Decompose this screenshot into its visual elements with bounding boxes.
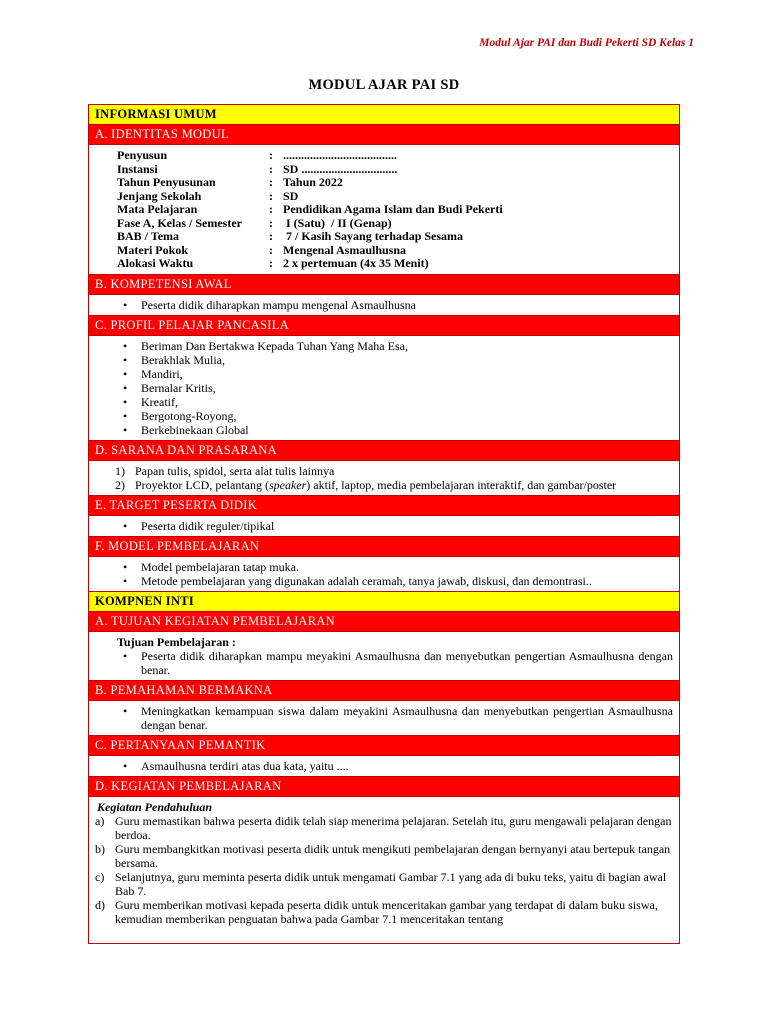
ident-row-fase: Fase A, Kelas / Semester : I (Satu) / II (Genap) xyxy=(117,215,392,230)
kegiatan-subheading: Kegiatan Pendahuluan xyxy=(97,799,213,814)
tujuan-body xyxy=(89,632,679,681)
pertanyaan-body xyxy=(89,756,679,777)
heading-identitas-modul: A. IDENTITAS MODUL xyxy=(89,125,679,145)
list-item: • Bergotong-Royong, xyxy=(123,409,673,423)
heading-kegiatan: D. KEGIATAN PEMBELAJARAN xyxy=(89,777,679,797)
list-item: • Metode pembelajaran yang digunakan adalah ceramah, tanya jawab, diskusi, dan demontrasi.. xyxy=(123,574,673,588)
ident-row-alokasi: Alokasi Waktu : 2 x pertemuan (4x 35 Menit) xyxy=(117,256,429,270)
list-item: 1) Papan tulis, spidol, serta alat tulis lainnya xyxy=(115,463,335,478)
list-item: b) Guru membangkitkan motivasi peserta didik untuk mengikuti pembelajaran dengan bernyanyi atau bertepuk tangan bersama. xyxy=(95,841,671,870)
ident-row-jenjang: Jenjang Sekolah : SD xyxy=(117,188,299,203)
list-item: • Berakhlak Mulia, xyxy=(123,353,673,367)
list-item: • Meningkatkan kemampuan siswa dalam meyakini Asmaulhusna dan menyebutkan pengertian Asmaulhusna dengan benar. xyxy=(123,704,673,732)
list-item: • Bernalar Kritis, xyxy=(123,381,673,395)
model-body xyxy=(89,557,679,592)
heading-model: F. MODEL PEMBELAJARAN xyxy=(89,537,679,557)
heading-tujuan: A. TUJUAN KEGIATAN PEMBELAJARAN xyxy=(89,612,679,632)
ident-row-instansi: Instansi : SD ................................ xyxy=(117,161,398,176)
tujuan-subheading: Tujuan Pembelajaran : xyxy=(117,634,236,649)
list-item: • Berkebinekaan Global xyxy=(123,423,673,437)
heading-target: E. TARGET PESERTA DIDIK xyxy=(89,496,679,516)
list-item: 2) Proyektor LCD, pelantang (speaker) aktif, laptop, media pembelajaran interaktif, dan gambar/poster xyxy=(115,477,617,492)
kompetensi-awal-body xyxy=(89,295,679,316)
list-item: • Peserta didik diharapkan mampu meyakini Asmaulhusna dan menyebutkan pengertian Asmaulhusna dengan benar. xyxy=(123,649,673,677)
list-item: • Model pembelajaran tatap muka. xyxy=(123,560,673,574)
document-title: MODUL AJAR PAI SD xyxy=(308,77,460,93)
ident-row-materi: Materi Pokok : Mengenal Asmaulhusna xyxy=(117,242,407,257)
module-table xyxy=(88,104,680,944)
section-komponen-inti: KOMPNEN INTI xyxy=(89,592,679,612)
identitas-modul-body xyxy=(89,145,679,275)
heading-pemahaman: B. PEMAHAMAN BERMAKNA xyxy=(89,681,679,701)
ident-row-bab: BAB / Tema : 7 / Kasih Sayang terhadap Sesama xyxy=(117,229,464,243)
list-item: • Peserta didik reguler/tipikal xyxy=(123,519,673,533)
heading-pertanyaan: C. PERTANYAAN PEMANTIK xyxy=(89,736,679,756)
profil-pelajar-body xyxy=(89,336,679,441)
list-item: • Kreatif, xyxy=(123,395,673,409)
sarana-body xyxy=(89,461,679,496)
pemahaman-body xyxy=(89,701,679,736)
list-item: d) Guru memberikan motivasi kepada peserta didik untuk menceritakan gambar yang terdapat di dalam buku siswa, kemudian memberikan penguatan bahwa pada Gambar 7.1 menceritakan tentang xyxy=(95,897,658,926)
list-item: • Peserta didik diharapkan mampu mengenal Asmaulhusna xyxy=(123,298,673,312)
running-header: Modul Ajar PAI dan Budi Pekerti SD Kelas 1 xyxy=(479,37,694,49)
section-informasi-umum: INFORMASI UMUM xyxy=(89,105,679,125)
target-body xyxy=(89,516,679,537)
ident-row-mapel: Mata Pelajaran : Pendidikan Agama Islam dan Budi Pekerti xyxy=(117,202,503,216)
ident-row-tahun: Tahun Penyusunan : Tahun 2022 xyxy=(117,175,343,189)
list-item: • Beriman Dan Bertakwa Kepada Tuhan Yang Maha Esa, xyxy=(123,339,673,353)
heading-profil-pelajar: C. PROFIL PELAJAR PANCASILA xyxy=(89,316,679,336)
list-item: c) Selanjutnya, guru meminta peserta didik untuk mengamati Gambar 7.1 yang ada di buku teks, yaitu di bagian awal Bab 7. xyxy=(95,869,667,898)
kegiatan-body xyxy=(89,797,679,929)
list-item: a) Guru memastikan bahwa peserta didik telah siap menerima pelajaran. Setelah itu, guru mengawali pelajaran dengan berdoa. xyxy=(95,813,672,842)
ident-row-penyusun: Penyusun : ...................................... xyxy=(117,148,397,162)
list-item: • Asmaulhusna terdiri atas dua kata, yaitu .... xyxy=(123,759,673,773)
list-item: • Mandiri, xyxy=(123,367,673,381)
heading-sarana: D. SARANA DAN PRASARANA xyxy=(89,441,679,461)
heading-kompetensi-awal: B. KOMPETENSI AWAL xyxy=(89,275,679,295)
